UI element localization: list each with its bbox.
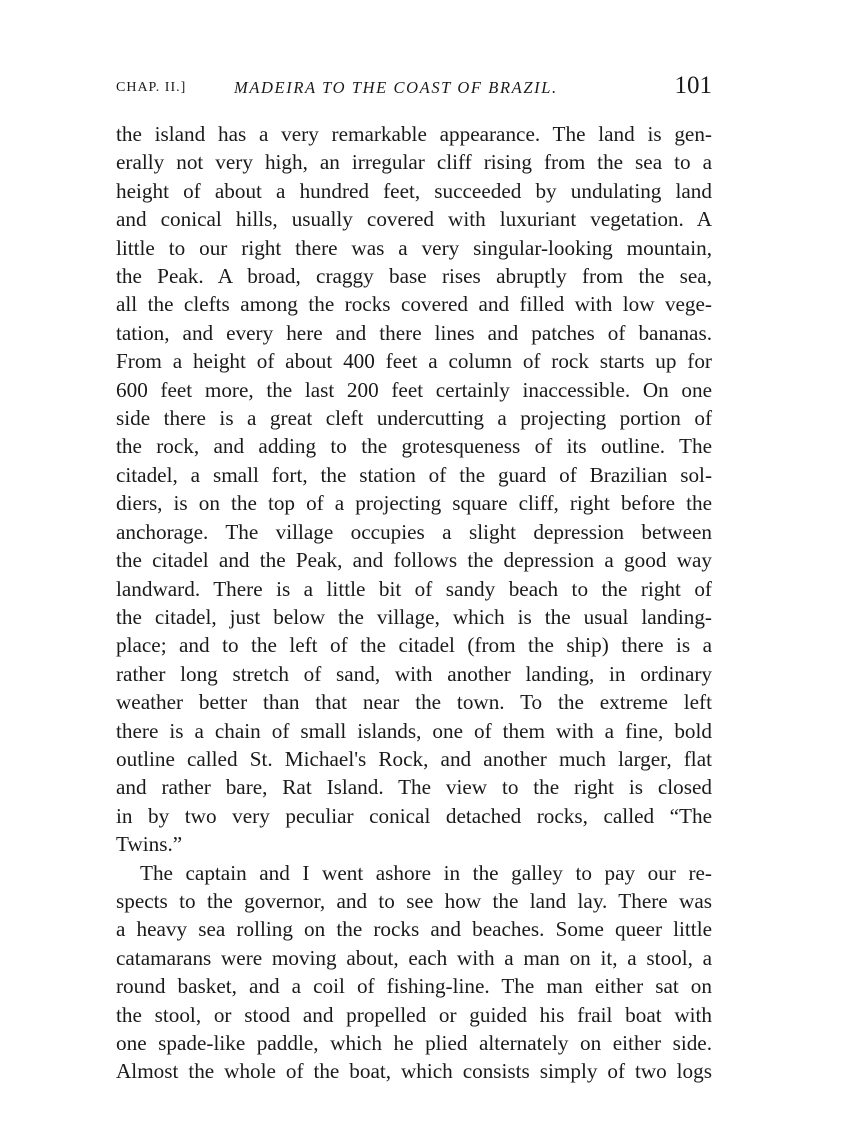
text-line: the Peak. A broad, craggy base rises abruptly from the sea, <box>116 264 712 289</box>
text-line: From a height of about 400 feet a column of rock starts up for <box>116 349 712 374</box>
chapter-label: CHAP. II.] <box>116 80 187 95</box>
text-line: diers, is on the top of a projecting square cliff, right before the <box>116 491 712 516</box>
text-line: the rock, and adding to the grotesqueness of its outline. The <box>116 434 712 459</box>
text-line: the island has a very remarkable appearance. The land is gen- <box>116 122 712 146</box>
running-head <box>116 70 712 106</box>
text-line: spects to the governor, and to see how the land lay. There was <box>116 888 712 913</box>
text-line: catamarans were moving about, each with a man on it, a stool, a <box>116 945 712 970</box>
book-page <box>116 70 712 1086</box>
text-line: in by two very peculiar conical detached rocks, called “The <box>116 803 712 828</box>
text-line: Twins.” <box>116 832 183 857</box>
text-line: one spade-like paddle, which he plied alternately on either side. <box>116 1031 712 1055</box>
text-line: there is a chain of small islands, one of them with a fine, bold <box>116 718 712 743</box>
body-text <box>116 120 712 1086</box>
text-line: the stool, or stood and propelled or guided his frail boat with <box>116 1002 712 1027</box>
text-line: and rather bare, Rat Island. The view to the right is closed <box>116 775 712 800</box>
text-line: rather long stretch of sand, with another landing, in ordinary <box>116 661 712 686</box>
paragraph-1 <box>116 120 712 859</box>
text-line: the citadel, just below the village, which is the usual landing- <box>116 604 712 629</box>
text-line: anchorage. The village occupies a slight depression between <box>116 519 712 544</box>
text-line: citadel, a small fort, the station of the guard of Brazilian sol- <box>116 462 712 487</box>
paragraph-2 <box>116 859 712 1086</box>
text-line: all the clefts among the rocks covered and filled with low vege- <box>116 292 712 317</box>
text-line: side there is a great cleft undercutting a projecting portion of <box>116 406 712 431</box>
text-line: outline called St. Michael's Rock, and another much larger, flat <box>116 746 712 771</box>
page-number: 101 <box>674 72 712 99</box>
text-line: landward. There is a little bit of sandy beach to the right of <box>116 576 712 601</box>
running-title: MADEIRA TO THE COAST OF BRAZIL. <box>234 78 558 97</box>
text-line: a heavy sea rolling on the rocks and beaches. Some queer little <box>116 917 712 942</box>
text-line: erally not very high, an irregular cliff rising from the sea to a <box>116 150 712 175</box>
text-line: 600 feet more, the last 200 feet certainly inaccessible. On one <box>116 377 712 402</box>
text-line: height of about a hundred feet, succeeded by undulating land <box>116 178 712 203</box>
text-line: round basket, and a coil of fishing-line. The man either sat on <box>116 974 712 999</box>
text-line: and conical hills, usually covered with luxuriant vegetation. A <box>116 207 712 232</box>
text-line: little to our right there was a very singular-looking mountain, <box>116 235 712 260</box>
text-line: weather better than that near the town. To the extreme left <box>116 690 712 715</box>
text-line: the citadel and the Peak, and follows the depression a good way <box>116 548 712 573</box>
text-line: Almost the whole of the boat, which consists simply of two logs <box>116 1059 712 1084</box>
text-line: tation, and every here and there lines and patches of bananas. <box>116 320 712 345</box>
text-line: place; and to the left of the citadel (from the ship) there is a <box>116 633 712 658</box>
text-line: The captain and I went ashore in the galley to pay our re- <box>140 860 712 885</box>
